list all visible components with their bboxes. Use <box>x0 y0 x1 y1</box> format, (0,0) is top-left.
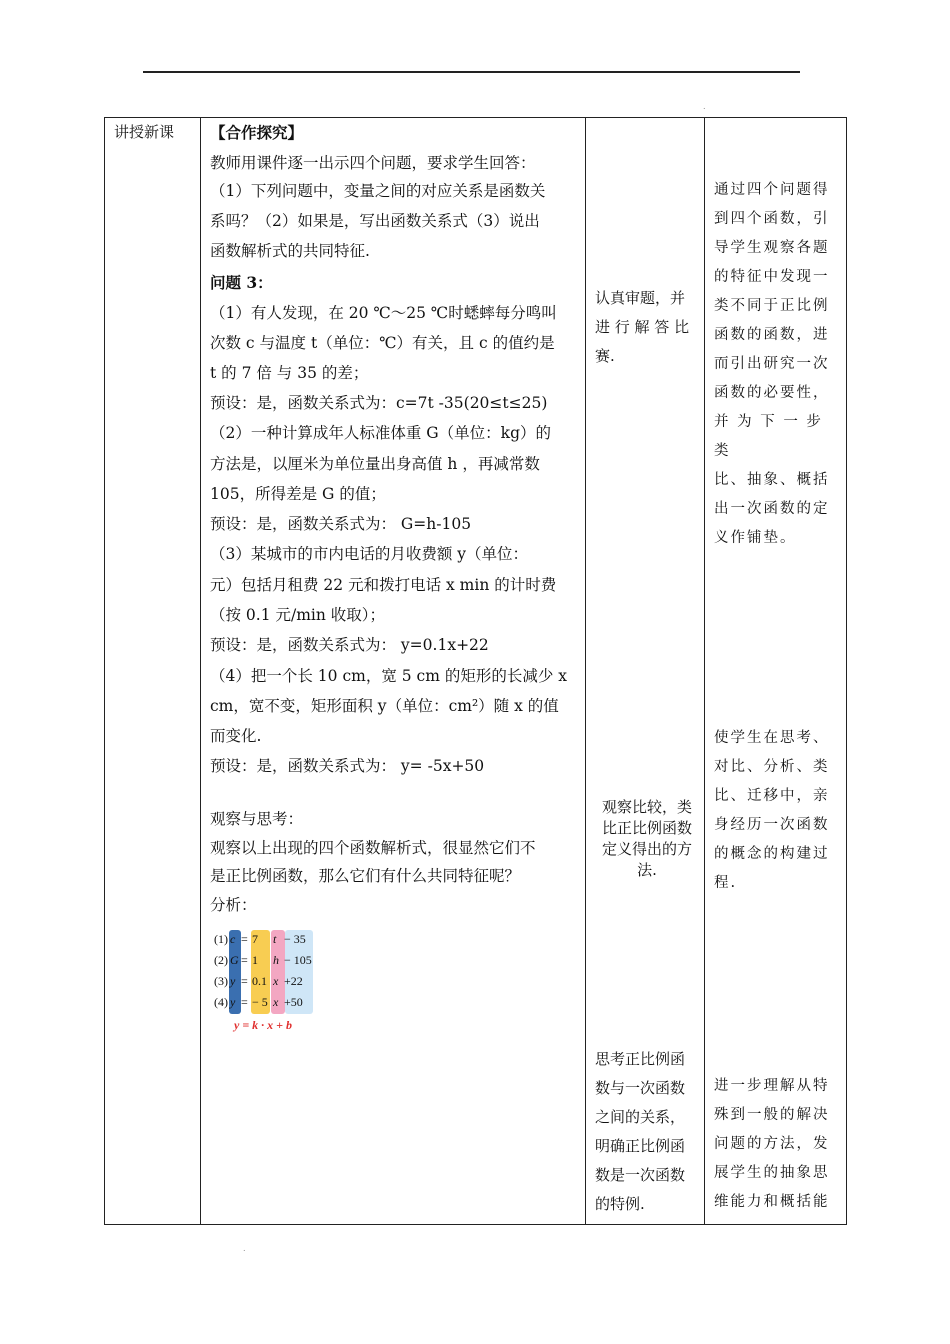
observe-line: 分析： <box>210 896 257 914</box>
intro-line: 函数解析式的共同特征. <box>210 242 370 260</box>
text-line: 进 行 解 答 比 <box>595 318 690 336</box>
intent-block-2 <box>714 724 840 898</box>
phase-label: 讲授新课 <box>114 123 175 141</box>
analysis-term: t <box>273 932 277 946</box>
intro-line: 系吗？（2）如果是，写出函数关系式（3）说出 <box>210 212 540 230</box>
text-line: 维能力和概括能 <box>714 1194 830 1210</box>
student-block-3 <box>595 1045 699 1219</box>
analysis-term: − 5 <box>252 995 268 1009</box>
text-line: 思考正比例函 <box>595 1050 686 1068</box>
text-line: 比、抽象、概括 <box>714 472 830 488</box>
design-intent-cell <box>705 118 847 1225</box>
problem-line: 预设：是，函数关系式为： y= -5x+50 <box>210 757 485 775</box>
intro-line: （1）下列问题中，变量之间的对应关系是函数关 <box>210 182 546 200</box>
linear-formula: y = k · x + b <box>234 1018 293 1032</box>
text-line: 函数的函数，进 <box>714 327 830 343</box>
text-line: 进一步理解从特 <box>714 1078 830 1094</box>
analysis-term: h <box>273 953 279 967</box>
problem-line: 元）包括月租费 22 元和拨打电话 x min 的计时费 <box>210 576 557 594</box>
text-line: 明确正比例函 <box>595 1137 686 1155</box>
text-line: 之间的关系， <box>595 1108 686 1126</box>
analysis-term: c <box>230 932 236 946</box>
analysis-term: (2) <box>214 953 228 967</box>
text-line: 而引出研究一次 <box>714 356 830 372</box>
text-line: 殊到一般的解决 <box>714 1107 830 1123</box>
intent-block-3 <box>714 1072 840 1217</box>
text-line: 观察比较，类 <box>601 798 692 816</box>
text-line: 的特征中发现一 <box>714 269 830 285</box>
problem-line: （3）某城市的市内电话的月收费额 y（单位： <box>210 545 529 563</box>
lesson-table <box>104 117 847 1225</box>
problem-line: 105，所得差是 G 的值； <box>210 485 386 503</box>
text-line: 导学生观察各题 <box>714 240 830 256</box>
student-block-2 <box>595 797 699 881</box>
teaching-content-cell <box>201 118 586 1225</box>
analysis-term: +22 <box>284 974 303 988</box>
text-line: 定义得出的方 <box>601 840 692 858</box>
analysis-term: x <box>273 995 279 1009</box>
text-line: 比正比例函数 <box>601 819 692 837</box>
student-block-1 <box>595 284 699 371</box>
analysis-term: = <box>241 995 248 1009</box>
student-activity-cell <box>586 118 705 1225</box>
table-row <box>105 118 847 1225</box>
text-line: 使学生在思考、 <box>714 730 830 746</box>
dot-mark: . <box>243 1244 246 1253</box>
problem-line: t 的 7 倍 与 35 的差； <box>210 364 369 382</box>
problem-line: 预设：是，函数关系式为：c=7t -35(20≤t≤25) <box>210 394 548 412</box>
analysis-term: − 105 <box>284 953 312 967</box>
problem-heading: 问题 3： <box>210 273 273 292</box>
text-line: 并 为 下 一 步 类 <box>714 414 823 459</box>
problem-line: cm，宽不变，矩形面积 y（单位：cm²）随 x 的值 <box>210 697 559 715</box>
text-line: 法. <box>637 861 657 879</box>
text-line: 比、迁移中，亲 <box>714 788 830 804</box>
observe-line: 观察以上出现的四个函数解析式，很显然它们不 <box>210 839 536 857</box>
section-heading: 【合作探究】 <box>210 123 304 142</box>
analysis-figure <box>214 926 310 1036</box>
analysis-term: = <box>241 953 248 967</box>
text-line: 义作铺垫。 <box>714 530 797 546</box>
analysis-term: = <box>241 932 248 946</box>
dot-mark: . <box>703 102 706 111</box>
problem-line: （4）把一个长 10 cm，宽 5 cm 的矩形的长减少 x <box>210 667 568 685</box>
text-line: 数是一次函数 <box>595 1166 686 1184</box>
text-line: 的概念的构建过 <box>714 846 830 862</box>
problem-line: 预设：是，函数关系式为： y=0.1x+22 <box>210 636 489 654</box>
text-line: 出一次函数的定 <box>714 501 830 517</box>
problem-line: 方法是，以厘米为单位量出身高值 h ，再减常数 <box>210 455 540 473</box>
text-line: 数与一次函数 <box>595 1079 686 1097</box>
text-line: 赛. <box>595 347 615 365</box>
problem-line: 预设：是，函数关系式为： G=h-105 <box>210 515 472 533</box>
analysis-term: x <box>273 974 279 988</box>
analysis-term: +50 <box>284 995 303 1009</box>
observe-line: 是正比例函数，那么它们有什么共同特征呢？ <box>210 867 521 885</box>
problem-line: （按 0.1 元/min 收取）； <box>210 606 386 624</box>
text-line: 的特例. <box>595 1195 645 1213</box>
text-line: 身经历一次函数 <box>714 817 830 833</box>
analysis-term: = <box>241 974 248 988</box>
problem-line: （2）一种计算成年人标准体重 G（单位：kg）的 <box>210 424 551 442</box>
text-line: 问题的方法，发 <box>714 1136 830 1152</box>
analysis-term: 0.1 <box>252 974 267 988</box>
text-line: 通过四个问题得 <box>714 182 830 198</box>
observe-line: 观察与思考： <box>210 810 304 828</box>
analysis-term: 1 <box>252 953 258 967</box>
analysis-term: (1) <box>214 932 228 946</box>
analysis-term: (3) <box>214 974 228 988</box>
intent-block-1 <box>714 176 840 553</box>
text-line: 类不同于正比例 <box>714 298 830 314</box>
header-rule <box>143 71 800 73</box>
text-line: 对比、分析、类 <box>714 759 830 775</box>
phase-cell <box>105 118 201 1225</box>
problem-line: 而变化. <box>210 727 262 745</box>
text-line: 认真审题，并 <box>595 289 686 307</box>
text-line: 函数的必要性， <box>714 385 830 401</box>
problem-line: （1）有人发现，在 20 ℃～25 ℃时蟋蟀每分鸣叫 <box>210 304 557 322</box>
text-line: 程. <box>714 875 738 891</box>
analysis-term: (4) <box>214 995 228 1009</box>
text-line: 展学生的抽象思 <box>714 1165 830 1181</box>
analysis-term: − 35 <box>284 932 306 946</box>
problem-line: 次数 c 与温度 t（单位：℃）有关，且 c 的值约是 <box>210 334 555 352</box>
analysis-term: G <box>230 953 239 967</box>
intro-line: 教师用课件逐一出示四个问题，要求学生回答： <box>210 154 536 172</box>
analysis-term: 7 <box>252 932 258 946</box>
analysis-term: y <box>230 974 236 988</box>
analysis-term: y <box>230 995 236 1009</box>
text-line: 到四个函数，引 <box>714 211 830 227</box>
